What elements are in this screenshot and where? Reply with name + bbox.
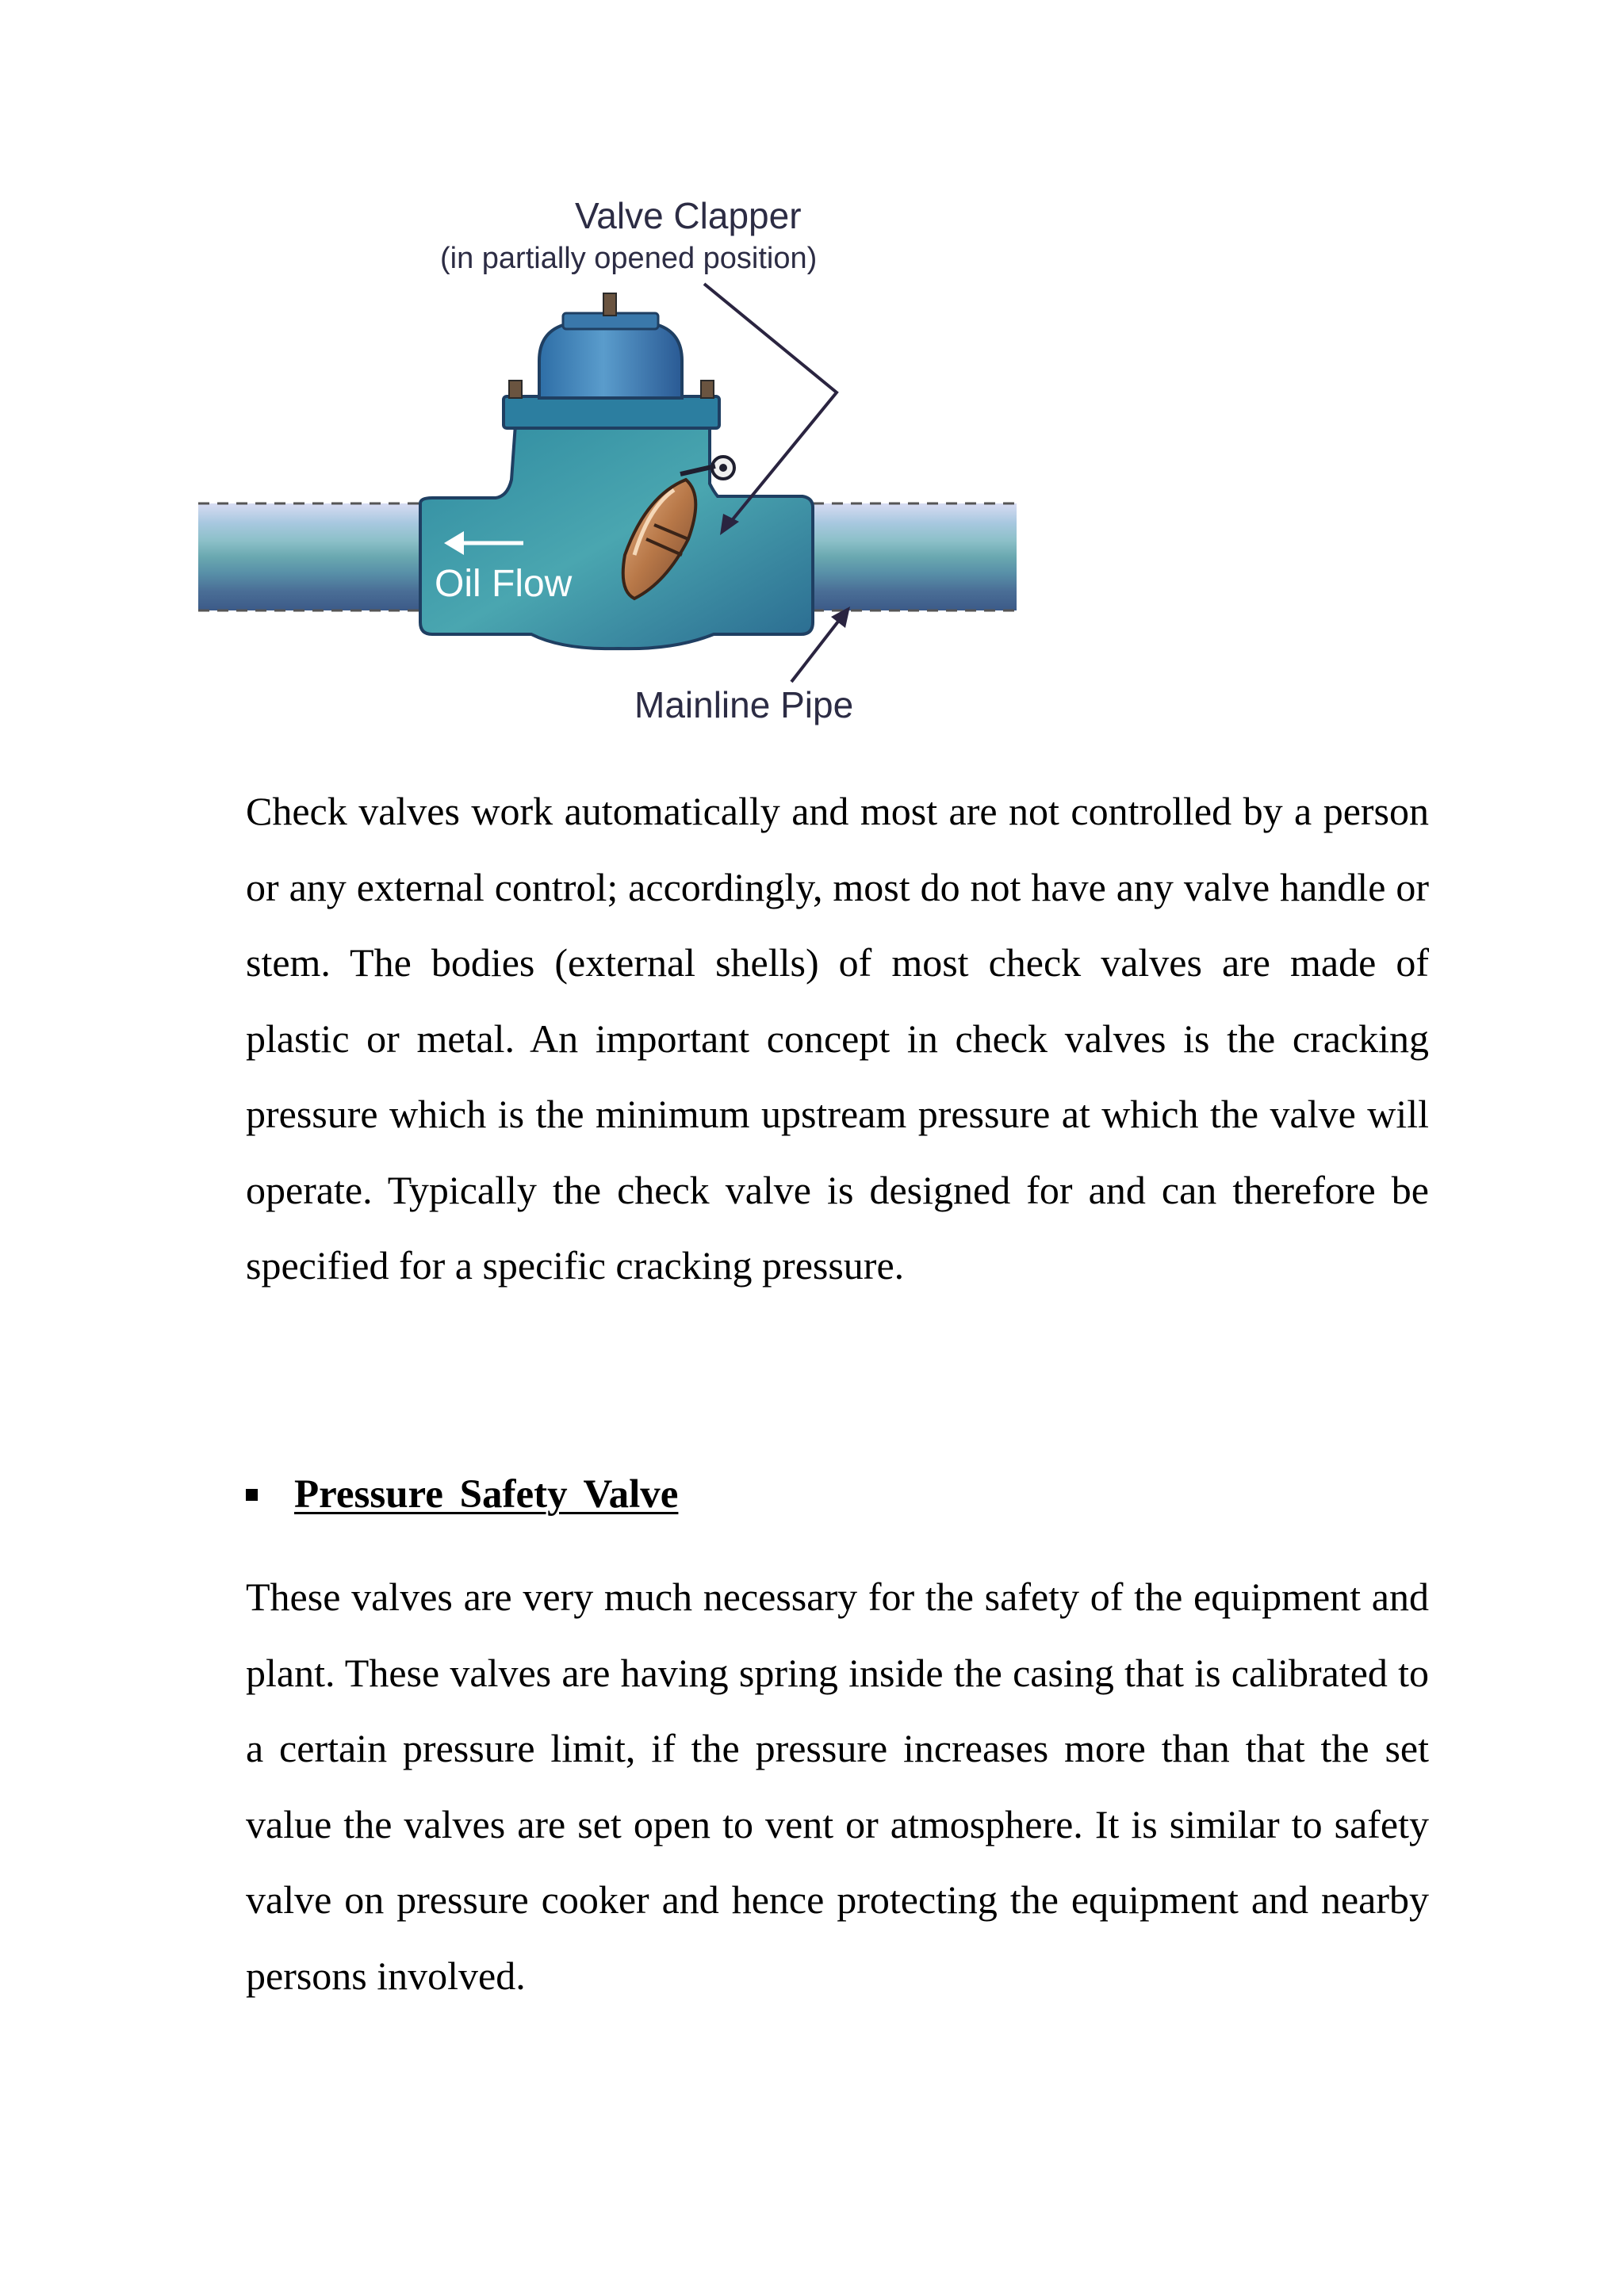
check-valve-svg xyxy=(190,182,1023,737)
check-valve-diagram xyxy=(190,182,1023,737)
left-pipe xyxy=(198,503,424,610)
mainline-pipe-label: Mainline Pipe xyxy=(634,684,854,725)
section-heading-title: Pressure Safety Valve xyxy=(294,1472,679,1517)
valve-clapper-label: Valve Clapper xyxy=(575,195,802,236)
section-heading xyxy=(246,1463,678,1526)
clapper-pointer xyxy=(704,284,837,523)
right-pipe xyxy=(813,503,1017,610)
square-bullet-icon xyxy=(246,1489,258,1501)
check-valve-paragraph: Check valves work automatically and most are not controlled by a person or any external control; accordingly, most do not have any valve handle or stem. The bodies (external shells) of most check valves are made of plastic or metal. An important concept in check valves is the cracking pressure which is the minimum upstream pressure at which the valve will operate. Typically the check valve is designed for and can therefore be specified for a specific cracking pressure. xyxy=(246,789,1429,1288)
pressure-safety-valve-paragraph: These valves are very much necessary for the safety of the equipment and plant. These valves are having spring inside the casing that is calibrated to a certain pressure limit, if the pressure increases more than that the set value the valves are set open to vent or atmosphere. It is similar to safety valve on pressure cooker and hence protecting the equipment and nearby persons involved. xyxy=(246,1575,1429,1998)
valve-clapper-note: (in partially opened position) xyxy=(440,242,818,275)
oil-flow-label: Oil Flow xyxy=(435,563,573,605)
